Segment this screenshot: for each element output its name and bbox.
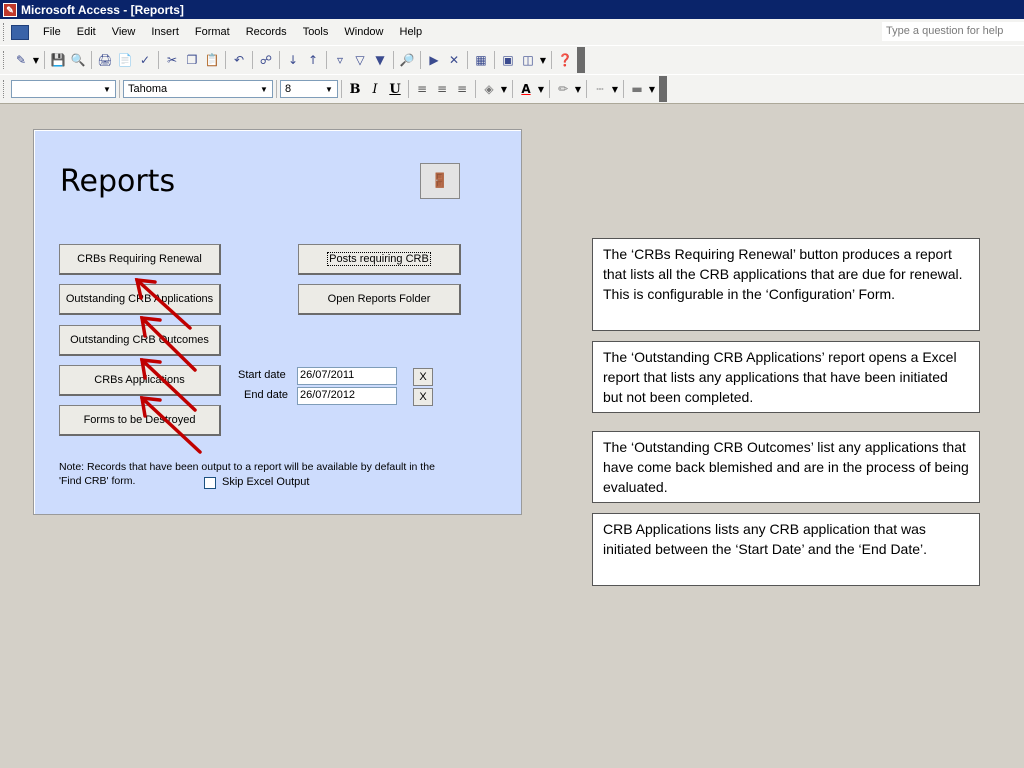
filter-by-selection-icon[interactable]: ▿	[336, 53, 344, 67]
title-bar	[0, 0, 1024, 19]
button-label: Posts requiring CRB	[329, 253, 429, 265]
renewal-explanation-box	[592, 238, 980, 331]
toolbar-separator	[44, 51, 45, 69]
toolbar-separator	[512, 80, 513, 98]
toolbar-options-icon[interactable]	[659, 76, 667, 102]
crbs-applications-button[interactable]	[59, 365, 221, 396]
toolbar-separator	[91, 51, 92, 69]
line-color-icon[interactable]: ✏	[557, 82, 569, 96]
forms-to-be-destroyed-button[interactable]	[59, 405, 221, 436]
toolbar-grip[interactable]	[3, 80, 7, 98]
find-icon[interactable]: 🔎	[399, 53, 415, 67]
toolbar-separator	[408, 80, 409, 98]
object-combo[interactable]	[11, 80, 116, 98]
dropdown-arrow-icon[interactable]: ▼	[574, 84, 582, 94]
skip-excel-checkbox[interactable]	[204, 477, 216, 489]
start-date-label: Start date	[238, 369, 286, 381]
form-view-toolbar	[0, 45, 1024, 74]
delete-record-icon[interactable]: ✕	[448, 53, 460, 67]
dropdown-arrow-icon[interactable]: ▼	[537, 84, 545, 94]
applications-explanation-text: The ‘Outstanding CRB Applications’ report opens a Excel report that lists any applications that have been initiated but not been completed.	[603, 349, 957, 405]
new-object-icon[interactable]: ◫	[522, 53, 534, 67]
toolbar-separator	[586, 80, 587, 98]
form-title: Reports	[60, 164, 176, 199]
outcomes-explanation-box	[592, 431, 980, 503]
crb-applications-explanation-box	[592, 513, 980, 586]
apply-filter-icon[interactable]: ▼	[375, 53, 385, 67]
reports-form	[33, 129, 522, 515]
align-right-icon[interactable]: ≡	[456, 82, 468, 96]
toolbar-separator	[551, 51, 552, 69]
menu-edit[interactable]: Edit	[76, 26, 96, 38]
font-name-combo[interactable]	[123, 80, 273, 98]
font-name-value: Tahoma	[128, 83, 168, 95]
toolbar-separator	[420, 51, 421, 69]
print-icon[interactable]: 🖨	[97, 53, 113, 67]
menu-file[interactable]: File	[43, 26, 61, 38]
outstanding-crb-applications-button[interactable]	[59, 284, 221, 315]
button-label: Outstanding CRB Outcomes	[70, 334, 209, 346]
menu-view[interactable]: View	[111, 26, 136, 38]
properties-icon[interactable]: ▦	[475, 53, 487, 67]
toolbar-separator	[119, 80, 120, 98]
help-icon[interactable]: ❓	[557, 53, 573, 67]
menu-insert[interactable]: Insert	[151, 26, 179, 38]
formatting-toolbar	[0, 74, 1024, 103]
button-label: X	[419, 371, 427, 383]
copy-icon[interactable]: ❐	[186, 53, 198, 67]
filter-by-form-icon[interactable]: ▽	[355, 53, 365, 67]
cut-icon[interactable]: ✂	[166, 53, 178, 67]
toolbar-separator	[225, 51, 226, 69]
new-record-icon[interactable]: ▶	[429, 53, 439, 67]
renewal-explanation-text: The ‘CRBs Requiring Renewal’ button produces a report that lists all the CRB applications that are due for renewal. This is configurable in the ‘Configuration’ Form.	[603, 246, 963, 302]
button-label: Outstanding CRB Applications	[65, 293, 214, 305]
menu-records[interactable]: Records	[245, 26, 287, 38]
crbs-requiring-renewal-button[interactable]	[59, 244, 221, 275]
outcomes-explanation-text: The ‘Outstanding CRB Outcomes’ list any applications that have come back blemished and are in the process of being evaluated.	[603, 439, 969, 495]
font-color-icon[interactable]: A	[521, 82, 531, 96]
font-size-value: 8	[285, 83, 292, 95]
button-label: Forms to be Destroyed	[83, 414, 196, 426]
special-effect-icon[interactable]: ▬	[631, 82, 643, 96]
underline-button[interactable]: U	[389, 81, 401, 97]
toolbar-separator	[393, 51, 394, 69]
toolbar-separator	[341, 80, 342, 98]
design-view-icon[interactable]: ✎	[15, 53, 27, 67]
clear-start-date-button[interactable]	[413, 368, 433, 386]
button-label: X	[419, 391, 427, 403]
clear-end-date-button[interactable]	[413, 388, 433, 406]
end-date-input[interactable]: 26/07/2012	[297, 387, 397, 405]
align-center-icon[interactable]: ≡	[436, 82, 448, 96]
toolbar-options-icon[interactable]	[577, 47, 585, 73]
save-icon[interactable]: 💾	[50, 53, 66, 67]
toolbar-separator	[623, 80, 624, 98]
fill-color-icon[interactable]: ◈	[484, 82, 494, 96]
search-file-icon[interactable]: 🔍	[70, 53, 86, 67]
posts-requiring-crb-button[interactable]	[298, 244, 461, 275]
toolbar-separator	[549, 80, 550, 98]
toolbar-separator	[467, 51, 468, 69]
report-note-text: Note: Records that have been output to a report will be available by default in the 'Find CRB' form.	[59, 461, 435, 487]
line-width-icon[interactable]: ┄	[596, 82, 604, 96]
toolbar-separator	[276, 80, 277, 98]
toolbar-divider	[0, 103, 1024, 104]
menu-format[interactable]: Format	[194, 26, 230, 38]
paste-icon[interactable]: 📋	[204, 53, 220, 67]
document-menu-icon[interactable]	[11, 25, 29, 40]
align-left-icon[interactable]: ≡	[416, 82, 428, 96]
sort-ascending-icon[interactable]: ↓	[287, 53, 299, 67]
exit-door-button[interactable]	[420, 163, 460, 199]
chevron-down-icon[interactable]: ▼	[325, 84, 333, 94]
chevron-down-icon[interactable]: ▼	[103, 84, 111, 94]
window-title: Microsoft Access - [Reports]	[21, 2, 184, 17]
bold-button[interactable]: B	[349, 81, 361, 97]
dropdown-arrow-icon[interactable]: ▼	[539, 55, 547, 65]
toolbar-grip[interactable]	[3, 51, 7, 69]
button-label: CRBs Requiring Renewal	[77, 253, 202, 265]
italic-button[interactable]: I	[372, 81, 378, 97]
print-preview-icon[interactable]: 📄	[117, 53, 133, 67]
outstanding-crb-outcomes-button[interactable]	[59, 325, 221, 356]
menu-grip[interactable]	[3, 23, 7, 41]
applications-explanation-box	[592, 341, 980, 413]
access-app-icon[interactable]: ✎	[3, 3, 17, 17]
toolbar-separator	[279, 51, 280, 69]
exit-door-icon: 🚪	[431, 173, 449, 189]
dropdown-arrow-icon[interactable]: ▼	[500, 84, 508, 94]
end-date-label: End date	[244, 389, 289, 401]
dropdown-arrow-icon[interactable]: ▼	[648, 84, 656, 94]
spelling-icon[interactable]: ✓	[139, 53, 151, 67]
start-date-input[interactable]: 26/07/2011	[297, 367, 397, 385]
toolbar-separator	[326, 51, 327, 69]
button-label: Open Reports Folder	[327, 293, 431, 305]
open-reports-folder-button[interactable]	[298, 284, 461, 315]
menu-tools[interactable]: Tools	[302, 26, 329, 38]
help-question-input[interactable]: Type a question for help	[882, 22, 1024, 41]
chevron-down-icon[interactable]: ▼	[260, 84, 268, 94]
skip-excel-label: Skip Excel Output	[222, 476, 310, 488]
dropdown-arrow-icon[interactable]: ▼	[32, 55, 40, 65]
undo-icon[interactable]: ↶	[233, 53, 245, 67]
database-window-icon[interactable]: ▣	[502, 53, 514, 67]
toolbar-separator	[252, 51, 253, 69]
crb-applications-explanation-text: CRB Applications lists any CRB application that was initiated between the ‘Start Date’ and the ‘End Date’.	[603, 521, 928, 557]
toolbar-separator	[475, 80, 476, 98]
sort-descending-icon[interactable]: ↑	[307, 53, 319, 67]
toolbar-separator	[494, 51, 495, 69]
button-label: CRBs Applications	[94, 374, 185, 386]
dropdown-arrow-icon[interactable]: ▼	[611, 84, 619, 94]
menu-window[interactable]: Window	[344, 26, 384, 38]
font-size-combo[interactable]	[280, 80, 338, 98]
toolbar-separator	[158, 51, 159, 69]
menu-help[interactable]: Help	[399, 26, 423, 38]
menu-bar	[0, 19, 1024, 45]
insert-hyperlink-icon[interactable]: ☍	[259, 53, 273, 67]
